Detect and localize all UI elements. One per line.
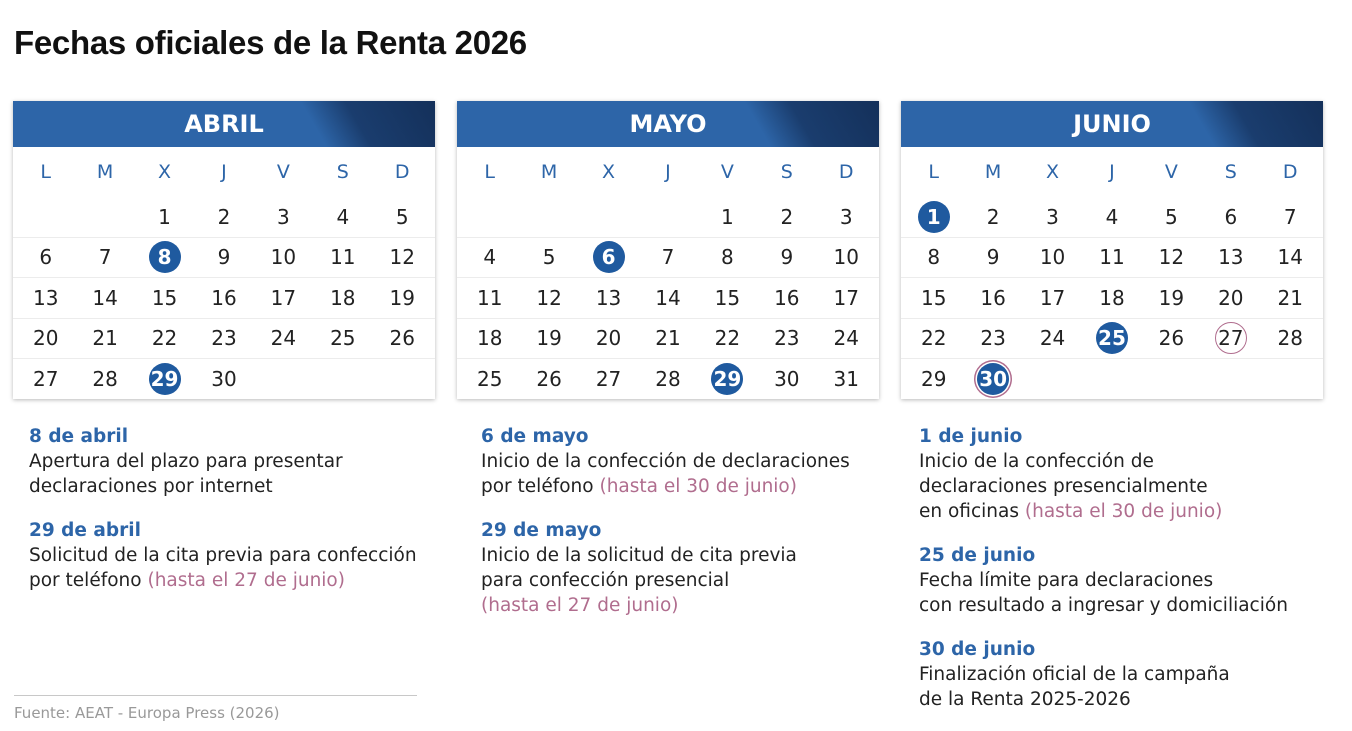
week-row [457,197,879,237]
event-note [481,518,850,618]
day-number: 13 [1218,245,1244,270]
highlighted-day: 30 [977,363,1009,395]
day-number: 14 [92,285,118,310]
event-description-line [481,593,850,618]
day-number: 26 [536,366,562,391]
day-cell [519,241,578,273]
day-cell [757,241,816,273]
day-number: 29 [920,366,947,391]
day-number: 5 [542,245,556,270]
day-cell [817,201,876,233]
day-cell [638,363,697,395]
month-header: ABRIL [13,101,435,147]
event-description-text: Solicitud de la cita previa para confección [29,545,417,566]
day-cell [194,363,253,395]
day-number: 2 [780,204,794,229]
calendar-abril [13,101,435,399]
day-number: 1 [721,204,734,229]
day-cell [1201,241,1260,273]
day-number: 22 [714,326,741,351]
day-cell [698,322,757,354]
calendar-grid [13,197,435,399]
week-row [901,237,1323,278]
day-number: 14 [1277,245,1303,270]
day-number: 26 [389,326,415,351]
day-cell [638,282,697,314]
day-cell [579,241,638,273]
day-number: 27 [595,366,622,391]
day-cell [1142,241,1201,273]
day-number: 4 [1105,204,1119,229]
day-number: 22 [151,326,178,351]
day-number: 5 [395,204,409,229]
day-number: 30 [211,366,237,391]
day-number: 24 [270,326,297,351]
event-note [29,518,417,593]
event-note [919,543,1288,618]
day-number: 20 [1218,285,1244,310]
day-number: 9 [217,245,231,270]
month-header: JUNIO [901,101,1323,147]
day-cell [1261,322,1320,354]
day-cell [757,282,816,314]
weekday-row [901,147,1323,197]
calendar-grid [457,197,879,399]
day-cell [373,322,432,354]
day-number: 28 [655,366,681,391]
day-cell [757,322,816,354]
day-cell [519,363,578,395]
day-number: 11 [1099,245,1125,270]
highlighted-day: 29 [711,363,743,395]
day-cell [16,322,75,354]
day-number: 2 [217,204,231,229]
day-cell [75,241,134,273]
week-row [901,277,1323,318]
day-cell [16,363,75,395]
day-cell [1082,282,1141,314]
weekday-label: V [1164,161,1178,183]
day-number: 16 [211,285,237,310]
day-cell [1023,241,1082,273]
day-number: 9 [780,245,794,270]
day-number: 19 [1158,285,1185,310]
weekday-label: L [484,161,495,183]
day-cell [16,282,75,314]
day-number: 12 [536,285,562,310]
day-number: 16 [774,285,800,310]
day-cell [698,241,757,273]
event-note [919,637,1288,712]
day-number: 24 [833,326,859,351]
day-number: 15 [714,285,741,310]
week-row [457,277,879,318]
event-description-line [919,449,1288,474]
week-row [13,318,435,359]
deadline-note: (hasta el 30 de junio) [1024,501,1223,522]
day-cell [963,322,1022,354]
day-number: 18 [330,285,356,310]
day-number: 24 [1039,326,1066,351]
highlighted-day: 25 [1096,322,1128,354]
day-cell [963,241,1022,273]
event-description-line [481,449,850,474]
day-number: 23 [980,326,1006,351]
day-cell [373,201,432,233]
day-cell [1082,201,1141,233]
event-description-text: por teléfono [29,570,142,591]
day-cell [373,282,432,314]
week-row [901,358,1323,399]
event-description-text: Inicio de la confección de [919,451,1154,472]
event-date: 30 de junio [919,639,1036,660]
day-number: 21 [1277,285,1303,310]
day-cell [1142,282,1201,314]
day-cell [254,201,313,233]
weekday-label: L [928,161,939,183]
weekday-label: J [221,161,227,183]
event-description-line [919,593,1288,618]
day-number: 11 [330,245,356,270]
day-number: 30 [774,366,800,391]
day-cell [135,201,194,233]
day-number: 27 [32,366,59,391]
day-number: 31 [833,366,859,391]
event-date: 29 de mayo [481,520,602,541]
weekday-label: M [96,161,114,183]
day-cell [904,282,963,314]
highlighted-day: 6 [593,241,625,273]
day-cell [194,201,253,233]
day-number: 13 [595,285,622,310]
day-cell [904,322,963,354]
event-description-text: declaraciones presencialmente [919,476,1208,497]
day-number: 3 [277,204,290,229]
day-cell [1201,322,1260,354]
day-number: 7 [661,245,675,270]
weekday-label: J [1109,161,1115,183]
day-number: 20 [595,326,622,351]
event-description-text: de la Renta 2025-2026 [919,689,1131,710]
day-number: 4 [483,245,497,270]
day-number: 26 [1158,326,1185,351]
day-cell [313,241,372,273]
day-cell [75,282,134,314]
day-cell [460,363,519,395]
event-description-line [481,474,850,499]
notes-junio [919,424,1288,731]
week-row [13,277,435,318]
weekday-label: S [336,161,349,183]
weekday-label: J [665,161,671,183]
day-number: 21 [655,326,681,351]
deadline-note: (hasta el 27 de junio) [147,570,345,591]
day-cell [698,201,757,233]
event-description-text: Inicio de la solicitud de cita previa [481,545,797,566]
day-cell [519,282,578,314]
event-description-line [919,499,1288,524]
day-cell [254,322,313,354]
day-number: 19 [536,326,562,351]
day-cell [313,282,372,314]
day-number: 18 [1099,285,1125,310]
day-number: 11 [476,285,503,310]
calendar-mayo [457,101,879,399]
day-cell [579,322,638,354]
day-cell [1023,322,1082,354]
day-cell [817,363,876,395]
day-number: 13 [32,285,59,310]
month-header: MAYO [457,101,879,147]
day-cell [904,363,963,395]
week-row [457,237,879,278]
day-number: 23 [211,326,237,351]
day-number: 8 [721,245,734,270]
weekday-label: D [838,161,854,183]
event-description-text: Fecha límite para declaraciones [919,570,1214,591]
day-number: 14 [655,285,681,310]
day-number: 28 [92,366,118,391]
day-cell [373,241,432,273]
day-cell [757,201,816,233]
calendar-grid [901,197,1323,399]
outlined-day: 27 [1215,322,1247,354]
week-row [901,318,1323,359]
day-cell [638,241,697,273]
day-number: 10 [270,245,297,270]
day-cell [313,322,372,354]
notes-mayo [481,424,850,637]
day-number: 3 [1046,204,1059,229]
week-row [457,358,879,399]
event-description-line [919,687,1288,712]
day-cell [579,363,638,395]
weekday-label: M [540,161,558,183]
source-credit: Fuente: AEAT - Europa Press (2026) [14,704,280,722]
event-description-text: con resultado a ingresar y domiciliación [919,595,1288,616]
highlighted-day: 8 [149,241,181,273]
page-title: Fechas oficiales de la Renta 2026 [14,24,527,61]
event-description-line [919,474,1288,499]
highlighted-day: 29 [149,363,181,395]
week-row [13,237,435,278]
weekday-label: X [158,161,172,183]
weekday-label: V [276,161,290,183]
event-description-line [919,662,1288,687]
day-cell [194,241,253,273]
day-cell [1142,322,1201,354]
deadline-note: (hasta el 30 de junio) [599,476,797,497]
event-description-text: por teléfono [481,476,594,497]
event-description-line [29,568,417,593]
day-cell [460,322,519,354]
event-date: 25 de junio [919,545,1036,566]
event-description-text: Finalización oficial de la campaña [919,664,1230,685]
day-cell [16,241,75,273]
day-cell [1082,241,1141,273]
day-cell [757,363,816,395]
weekday-label: D [394,161,410,183]
day-number: 9 [986,245,1000,270]
day-cell [75,322,134,354]
day-number: 23 [774,326,800,351]
day-number: 18 [476,326,503,351]
event-description-text: Inicio de la confección de declaraciones [481,451,850,472]
day-cell [135,322,194,354]
day-number: 17 [1039,285,1066,310]
day-cell [1201,282,1260,314]
day-number: 17 [270,285,297,310]
day-cell [313,201,372,233]
day-cell [817,282,876,314]
day-cell [1261,241,1320,273]
event-description-line [29,449,417,474]
day-cell [460,241,519,273]
day-cell [638,322,697,354]
day-number: 6 [1224,204,1238,229]
day-cell [1261,201,1320,233]
event-note [29,424,417,499]
source-divider [14,695,417,696]
day-number: 17 [833,285,859,310]
day-cell [254,282,313,314]
day-cell [963,363,1022,395]
week-row [13,358,435,399]
event-date: 8 de abril [29,426,129,447]
day-number: 25 [476,366,503,391]
week-row [901,197,1323,237]
day-number: 21 [92,326,118,351]
day-number: 12 [389,245,415,270]
day-number: 20 [32,326,59,351]
day-cell [1201,201,1260,233]
day-number: 5 [1165,204,1178,229]
day-cell [519,322,578,354]
weekday-label: V [720,161,734,183]
day-number: 16 [980,285,1006,310]
weekday-label: D [1282,161,1298,183]
day-number: 19 [389,285,415,310]
day-cell [1142,201,1201,233]
day-number: 25 [330,326,356,351]
event-date: 1 de junio [919,426,1023,447]
day-number: 3 [839,204,853,229]
day-cell [817,322,876,354]
day-cell [579,282,638,314]
weekday-label: L [40,161,51,183]
calendar-junio [901,101,1323,399]
day-cell [194,282,253,314]
day-number: 10 [1039,245,1066,270]
event-description-line [481,568,850,593]
weekday-label: X [1046,161,1060,183]
notes-abril [29,424,417,612]
event-date: 29 de abril [29,520,141,541]
day-cell [904,201,963,233]
event-description-line [919,568,1288,593]
day-number: 15 [151,285,178,310]
deadline-note: (hasta el 27 de junio) [481,595,679,616]
day-cell [1082,322,1141,354]
day-cell [135,282,194,314]
day-cell [817,241,876,273]
day-cell [904,241,963,273]
day-cell [1261,282,1320,314]
day-cell [460,282,519,314]
day-cell [135,241,194,273]
event-date: 6 de mayo [481,426,589,447]
day-number: 4 [336,204,350,229]
event-description-text: declaraciones por internet [29,476,273,497]
event-description-line [481,543,850,568]
event-description-text: en oficinas [919,501,1019,522]
week-row [13,197,435,237]
highlighted-day: 1 [918,201,950,233]
weekday-label: S [1224,161,1237,183]
day-cell [698,282,757,314]
day-cell [1023,201,1082,233]
event-description-text: Apertura del plazo para presentar [29,451,343,472]
day-number: 6 [39,245,53,270]
day-cell [194,322,253,354]
day-number: 8 [927,245,941,270]
day-cell [963,201,1022,233]
day-cell [254,241,313,273]
day-cell [963,282,1022,314]
event-description-text: para confección presencial [481,570,730,591]
day-number: 1 [158,204,171,229]
weekday-label: M [984,161,1002,183]
day-number: 22 [920,326,947,351]
day-number: 7 [1283,204,1297,229]
day-cell [1023,282,1082,314]
day-cell [135,363,194,395]
event-note [481,424,850,499]
day-number: 10 [833,245,859,270]
weekday-row [13,147,435,197]
event-description-line [29,474,417,499]
day-number: 12 [1158,245,1185,270]
week-row [457,318,879,359]
weekday-row [457,147,879,197]
event-description-line [29,543,417,568]
day-number: 15 [920,285,947,310]
day-cell [75,363,134,395]
day-number: 28 [1277,326,1303,351]
day-cell [698,363,757,395]
weekday-label: X [602,161,616,183]
day-number: 2 [986,204,1000,229]
day-number: 7 [98,245,112,270]
weekday-label: S [780,161,793,183]
event-note [919,424,1288,524]
